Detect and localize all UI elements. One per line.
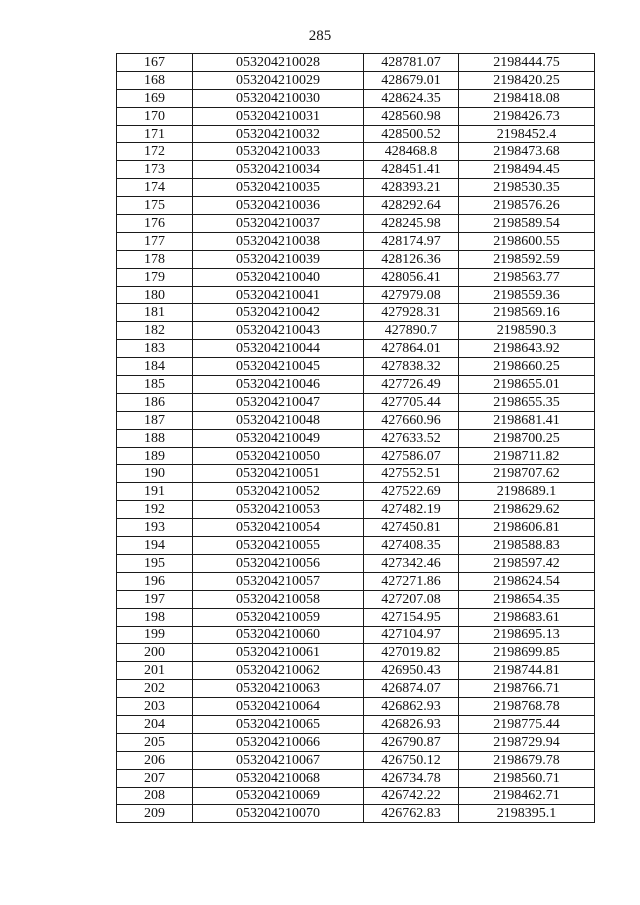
row-number-cell: 206 — [117, 751, 193, 769]
point-code-cell: 053204210039 — [193, 250, 364, 268]
y-coordinate-cell: 2198420.25 — [459, 71, 595, 89]
x-coordinate-cell: 428056.41 — [364, 268, 459, 286]
table-row — [117, 268, 595, 286]
table-row — [117, 322, 595, 340]
point-code-cell: 053204210064 — [193, 698, 364, 716]
point-code-cell: 053204210046 — [193, 376, 364, 394]
row-number-cell: 172 — [117, 143, 193, 161]
point-code-cell: 053204210068 — [193, 769, 364, 787]
y-coordinate-cell: 2198643.92 — [459, 340, 595, 358]
y-coordinate-cell: 2198655.01 — [459, 376, 595, 394]
point-code-cell: 053204210051 — [193, 465, 364, 483]
table-row — [117, 197, 595, 215]
point-code-cell: 053204210032 — [193, 125, 364, 143]
table-row — [117, 447, 595, 465]
point-code-cell: 053204210069 — [193, 787, 364, 805]
x-coordinate-cell: 427408.35 — [364, 537, 459, 555]
table-row — [117, 376, 595, 394]
y-coordinate-cell: 2198576.26 — [459, 197, 595, 215]
row-number-cell: 180 — [117, 286, 193, 304]
row-number-cell: 199 — [117, 626, 193, 644]
point-code-cell: 053204210058 — [193, 590, 364, 608]
y-coordinate-cell: 2198775.44 — [459, 715, 595, 733]
point-code-cell: 053204210043 — [193, 322, 364, 340]
row-number-cell: 197 — [117, 590, 193, 608]
y-coordinate-cell: 2198590.3 — [459, 322, 595, 340]
y-coordinate-cell: 2198729.94 — [459, 733, 595, 751]
y-coordinate-cell: 2198462.71 — [459, 787, 595, 805]
y-coordinate-cell: 2198606.81 — [459, 519, 595, 537]
y-coordinate-cell: 2198707.62 — [459, 465, 595, 483]
point-code-cell: 053204210037 — [193, 215, 364, 233]
y-coordinate-cell: 2198699.85 — [459, 644, 595, 662]
point-code-cell: 053204210052 — [193, 483, 364, 501]
table-row — [117, 537, 595, 555]
table-row — [117, 54, 595, 72]
row-number-cell: 207 — [117, 769, 193, 787]
y-coordinate-cell: 2198569.16 — [459, 304, 595, 322]
y-coordinate-cell: 2198629.62 — [459, 501, 595, 519]
point-code-cell: 053204210057 — [193, 572, 364, 590]
point-code-cell: 053204210040 — [193, 268, 364, 286]
table-row — [117, 71, 595, 89]
table-row — [117, 89, 595, 107]
point-code-cell: 053204210036 — [193, 197, 364, 215]
row-number-cell: 208 — [117, 787, 193, 805]
x-coordinate-cell: 428292.64 — [364, 197, 459, 215]
row-number-cell: 201 — [117, 662, 193, 680]
table-row — [117, 751, 595, 769]
row-number-cell: 188 — [117, 429, 193, 447]
x-coordinate-cell: 426734.78 — [364, 769, 459, 787]
y-coordinate-cell: 2198426.73 — [459, 107, 595, 125]
y-coordinate-cell: 2198744.81 — [459, 662, 595, 680]
table-row — [117, 554, 595, 572]
y-coordinate-cell: 2198418.08 — [459, 89, 595, 107]
row-number-cell: 192 — [117, 501, 193, 519]
x-coordinate-cell: 428781.07 — [364, 54, 459, 72]
y-coordinate-cell: 2198655.35 — [459, 393, 595, 411]
x-coordinate-cell: 427342.46 — [364, 554, 459, 572]
row-number-cell: 173 — [117, 161, 193, 179]
y-coordinate-cell: 2198395.1 — [459, 805, 595, 823]
y-coordinate-cell: 2198768.78 — [459, 698, 595, 716]
table-row — [117, 590, 595, 608]
table-row — [117, 626, 595, 644]
y-coordinate-cell: 2198563.77 — [459, 268, 595, 286]
x-coordinate-cell: 428560.98 — [364, 107, 459, 125]
point-code-cell: 053204210035 — [193, 179, 364, 197]
y-coordinate-cell: 2198560.71 — [459, 769, 595, 787]
row-number-cell: 194 — [117, 537, 193, 555]
x-coordinate-cell: 428624.35 — [364, 89, 459, 107]
point-code-cell: 053204210042 — [193, 304, 364, 322]
row-number-cell: 174 — [117, 179, 193, 197]
table-row — [117, 286, 595, 304]
table-row — [117, 215, 595, 233]
y-coordinate-cell: 2198588.83 — [459, 537, 595, 555]
row-number-cell: 175 — [117, 197, 193, 215]
y-coordinate-cell: 2198494.45 — [459, 161, 595, 179]
table-row — [117, 465, 595, 483]
point-code-cell: 053204210063 — [193, 680, 364, 698]
point-code-cell: 053204210050 — [193, 447, 364, 465]
point-code-cell: 053204210044 — [193, 340, 364, 358]
row-number-cell: 178 — [117, 250, 193, 268]
x-coordinate-cell: 428451.41 — [364, 161, 459, 179]
y-coordinate-cell: 2198559.36 — [459, 286, 595, 304]
y-coordinate-cell: 2198689.1 — [459, 483, 595, 501]
row-number-cell: 177 — [117, 232, 193, 250]
y-coordinate-cell: 2198683.61 — [459, 608, 595, 626]
y-coordinate-cell: 2198766.71 — [459, 680, 595, 698]
table-row — [117, 179, 595, 197]
y-coordinate-cell: 2198589.54 — [459, 215, 595, 233]
table-row — [117, 501, 595, 519]
table-row — [117, 644, 595, 662]
point-code-cell: 053204210038 — [193, 232, 364, 250]
table-row — [117, 429, 595, 447]
y-coordinate-cell: 2198452.4 — [459, 125, 595, 143]
x-coordinate-cell: 427482.19 — [364, 501, 459, 519]
x-coordinate-cell: 426750.12 — [364, 751, 459, 769]
row-number-cell: 184 — [117, 358, 193, 376]
row-number-cell: 203 — [117, 698, 193, 716]
table-row — [117, 161, 595, 179]
x-coordinate-cell: 428174.97 — [364, 232, 459, 250]
point-code-cell: 053204210030 — [193, 89, 364, 107]
table-row — [117, 519, 595, 537]
x-coordinate-cell: 427154.95 — [364, 608, 459, 626]
x-coordinate-cell: 427104.97 — [364, 626, 459, 644]
table-row — [117, 680, 595, 698]
row-number-cell: 191 — [117, 483, 193, 501]
row-number-cell: 193 — [117, 519, 193, 537]
x-coordinate-cell: 427705.44 — [364, 393, 459, 411]
point-code-cell: 053204210056 — [193, 554, 364, 572]
row-number-cell: 170 — [117, 107, 193, 125]
row-number-cell: 168 — [117, 71, 193, 89]
table-row — [117, 715, 595, 733]
x-coordinate-cell: 427890.7 — [364, 322, 459, 340]
x-coordinate-cell: 428393.21 — [364, 179, 459, 197]
x-coordinate-cell: 427726.49 — [364, 376, 459, 394]
row-number-cell: 186 — [117, 393, 193, 411]
x-coordinate-cell: 426950.43 — [364, 662, 459, 680]
row-number-cell: 190 — [117, 465, 193, 483]
table-row — [117, 125, 595, 143]
x-coordinate-cell: 427928.31 — [364, 304, 459, 322]
point-code-cell: 053204210067 — [193, 751, 364, 769]
point-code-cell: 053204210065 — [193, 715, 364, 733]
row-number-cell: 205 — [117, 733, 193, 751]
x-coordinate-cell: 426874.07 — [364, 680, 459, 698]
x-coordinate-cell: 428468.8 — [364, 143, 459, 161]
point-code-cell: 053204210041 — [193, 286, 364, 304]
point-code-cell: 053204210033 — [193, 143, 364, 161]
point-code-cell: 053204210053 — [193, 501, 364, 519]
point-code-cell: 053204210059 — [193, 608, 364, 626]
row-number-cell: 198 — [117, 608, 193, 626]
coordinates-table — [116, 53, 595, 823]
x-coordinate-cell: 427979.08 — [364, 286, 459, 304]
x-coordinate-cell: 427660.96 — [364, 411, 459, 429]
row-number-cell: 202 — [117, 680, 193, 698]
row-number-cell: 167 — [117, 54, 193, 72]
point-code-cell: 053204210034 — [193, 161, 364, 179]
y-coordinate-cell: 2198711.82 — [459, 447, 595, 465]
x-coordinate-cell: 427838.32 — [364, 358, 459, 376]
row-number-cell: 171 — [117, 125, 193, 143]
row-number-cell: 183 — [117, 340, 193, 358]
point-code-cell: 053204210045 — [193, 358, 364, 376]
row-number-cell: 196 — [117, 572, 193, 590]
y-coordinate-cell: 2198444.75 — [459, 54, 595, 72]
x-coordinate-cell: 427552.51 — [364, 465, 459, 483]
row-number-cell: 179 — [117, 268, 193, 286]
x-coordinate-cell: 427450.81 — [364, 519, 459, 537]
table-row — [117, 608, 595, 626]
table-row — [117, 393, 595, 411]
table-row — [117, 483, 595, 501]
point-code-cell: 053204210049 — [193, 429, 364, 447]
x-coordinate-cell: 428679.01 — [364, 71, 459, 89]
y-coordinate-cell: 2198530.35 — [459, 179, 595, 197]
x-coordinate-cell: 426826.93 — [364, 715, 459, 733]
row-number-cell: 185 — [117, 376, 193, 394]
point-code-cell: 053204210070 — [193, 805, 364, 823]
y-coordinate-cell: 2198654.35 — [459, 590, 595, 608]
row-number-cell: 169 — [117, 89, 193, 107]
point-code-cell: 053204210047 — [193, 393, 364, 411]
point-code-cell: 053204210031 — [193, 107, 364, 125]
x-coordinate-cell: 427633.52 — [364, 429, 459, 447]
y-coordinate-cell: 2198597.42 — [459, 554, 595, 572]
x-coordinate-cell: 426862.93 — [364, 698, 459, 716]
point-code-cell: 053204210029 — [193, 71, 364, 89]
page-number: 285 — [308, 28, 332, 44]
x-coordinate-cell: 427522.69 — [364, 483, 459, 501]
table-row — [117, 304, 595, 322]
x-coordinate-cell: 427586.07 — [364, 447, 459, 465]
coordinates-table-body — [117, 54, 595, 823]
x-coordinate-cell: 426790.87 — [364, 733, 459, 751]
x-coordinate-cell: 427271.86 — [364, 572, 459, 590]
y-coordinate-cell: 2198695.13 — [459, 626, 595, 644]
row-number-cell: 200 — [117, 644, 193, 662]
table-row — [117, 698, 595, 716]
table-row — [117, 143, 595, 161]
x-coordinate-cell: 428126.36 — [364, 250, 459, 268]
x-coordinate-cell: 427864.01 — [364, 340, 459, 358]
row-number-cell: 176 — [117, 215, 193, 233]
table-row — [117, 662, 595, 680]
x-coordinate-cell: 428245.98 — [364, 215, 459, 233]
table-row — [117, 107, 595, 125]
table-row — [117, 805, 595, 823]
y-coordinate-cell: 2198624.54 — [459, 572, 595, 590]
x-coordinate-cell: 426762.83 — [364, 805, 459, 823]
row-number-cell: 182 — [117, 322, 193, 340]
point-code-cell: 053204210054 — [193, 519, 364, 537]
y-coordinate-cell: 2198473.68 — [459, 143, 595, 161]
point-code-cell: 053204210028 — [193, 54, 364, 72]
table-row — [117, 232, 595, 250]
row-number-cell: 204 — [117, 715, 193, 733]
table-row — [117, 769, 595, 787]
point-code-cell: 053204210048 — [193, 411, 364, 429]
table-row — [117, 733, 595, 751]
row-number-cell: 189 — [117, 447, 193, 465]
row-number-cell: 195 — [117, 554, 193, 572]
y-coordinate-cell: 2198679.78 — [459, 751, 595, 769]
y-coordinate-cell: 2198700.25 — [459, 429, 595, 447]
x-coordinate-cell: 426742.22 — [364, 787, 459, 805]
row-number-cell: 187 — [117, 411, 193, 429]
y-coordinate-cell: 2198681.41 — [459, 411, 595, 429]
point-code-cell: 053204210062 — [193, 662, 364, 680]
table-row — [117, 787, 595, 805]
table-row — [117, 340, 595, 358]
table-row — [117, 411, 595, 429]
y-coordinate-cell: 2198600.55 — [459, 232, 595, 250]
x-coordinate-cell: 427207.08 — [364, 590, 459, 608]
point-code-cell: 053204210060 — [193, 626, 364, 644]
x-coordinate-cell: 427019.82 — [364, 644, 459, 662]
row-number-cell: 181 — [117, 304, 193, 322]
y-coordinate-cell: 2198660.25 — [459, 358, 595, 376]
table-row — [117, 250, 595, 268]
row-number-cell: 209 — [117, 805, 193, 823]
point-code-cell: 053204210055 — [193, 537, 364, 555]
table-row — [117, 572, 595, 590]
y-coordinate-cell: 2198592.59 — [459, 250, 595, 268]
point-code-cell: 053204210061 — [193, 644, 364, 662]
table-row — [117, 358, 595, 376]
point-code-cell: 053204210066 — [193, 733, 364, 751]
x-coordinate-cell: 428500.52 — [364, 125, 459, 143]
